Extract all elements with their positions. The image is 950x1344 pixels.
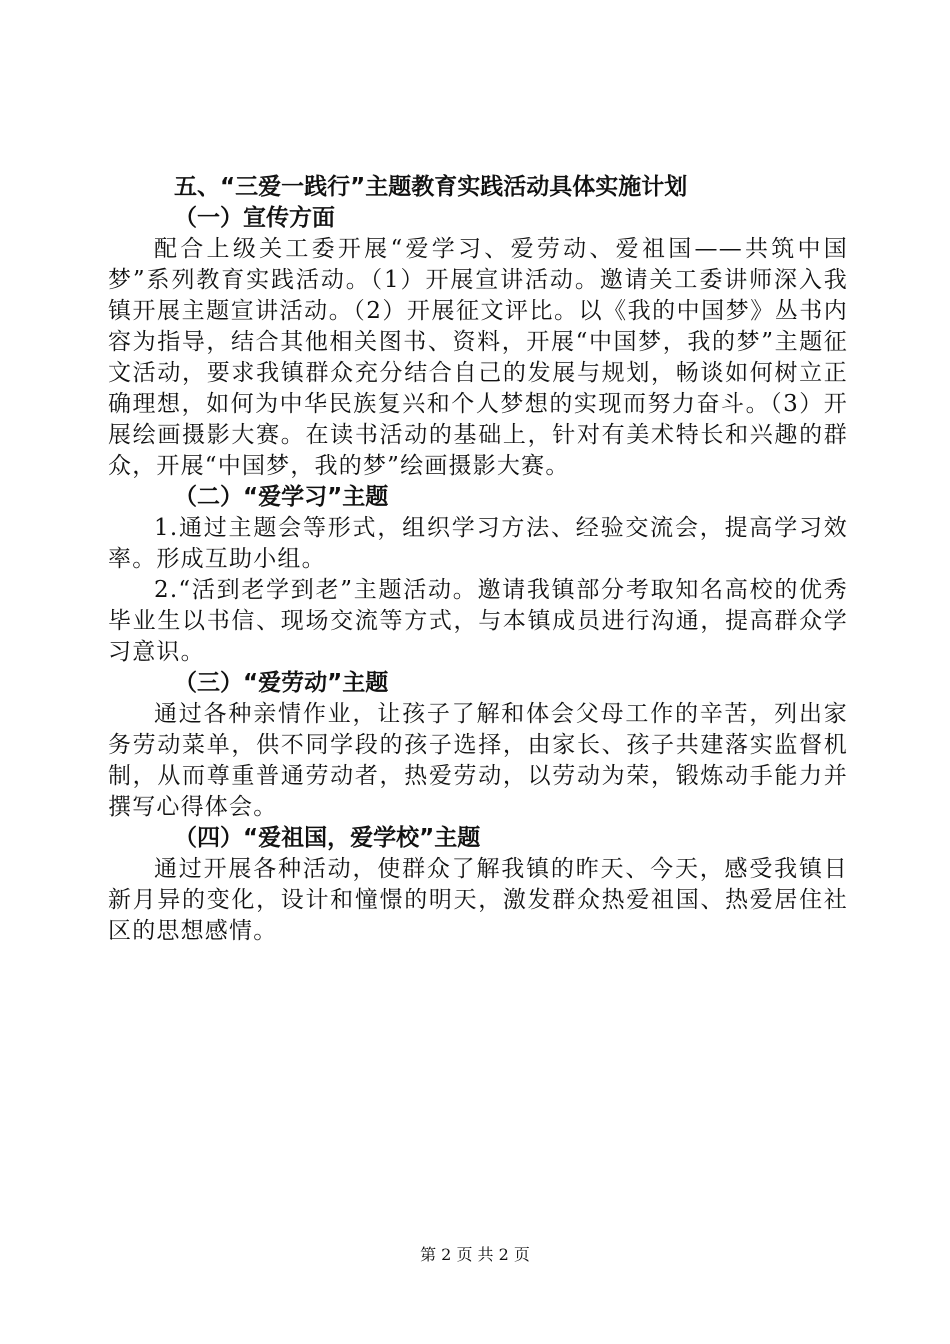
document-body (108, 172, 848, 947)
section-heading-publicity: （一）宣传方面 (174, 205, 335, 231)
paragraph-love-learning-1: 1.通过主题会等形式，组织学习方法、经验交流会，提高学习效率。形成互助小组。 (108, 515, 848, 572)
paragraph-love-labor: 通过各种亲情作业，让孩子了解和体会父母工作的辛苦，列出家务劳动菜单，供不同学段的孩子选择，由家长、孩子共建落实监督机制，从而尊重普通劳动者，热爱劳动，以劳动为荣，锻炼动手能力并撰写心得体会。 (108, 701, 848, 820)
paragraph-publicity: 配合上级关工委开展“爱学习、爱劳动、爱祖国——共筑中国梦”系列教育实践活动。（1）开展宣讲活动。邀请关工委讲师深入我镇开展主题宣讲活动。（2）开展征文评比。以《我的中国梦》丛书内容为指导，结合其他相关图书、资料，开展“中国梦，我的梦”主题征文活动，要求我镇群众充分结合自己的发展与规划，畅谈如何树立正确理想，如何为中华民族复兴和个人梦想的实现而努力奋斗。（3）开展绘画摄影大赛。在读书活动的基础上，针对有美术特长和兴趣的群众，开展“中国梦，我的梦”绘画摄影大赛。 (108, 236, 848, 479)
section-heading-love-learning: （二）“爱学习”主题 (174, 484, 389, 510)
document-title: 五、“三爱一践行”主题教育实践活动具体实施计划 (174, 174, 688, 200)
section-heading-love-labor: （三）“爱劳动”主题 (174, 670, 389, 696)
section-heading-love-country: （四）“爱祖国，爱学校”主题 (174, 825, 481, 851)
paragraph-love-learning-2: 2.“活到老学到老”主题活动。邀请我镇部分考取知名高校的优秀毕业生以书信、现场交流等方式，与本镇成员进行沟通，提高群众学习意识。 (108, 577, 848, 665)
paragraph-love-country: 通过开展各种活动，使群众了解我镇的昨天、今天，感受我镇日新月异的变化，设计和憧憬的明天，激发群众热爱祖国、热爱居住社区的思想感情。 (108, 856, 848, 944)
page-footer: 第 2 页 共 2 页 (420, 1245, 530, 1264)
